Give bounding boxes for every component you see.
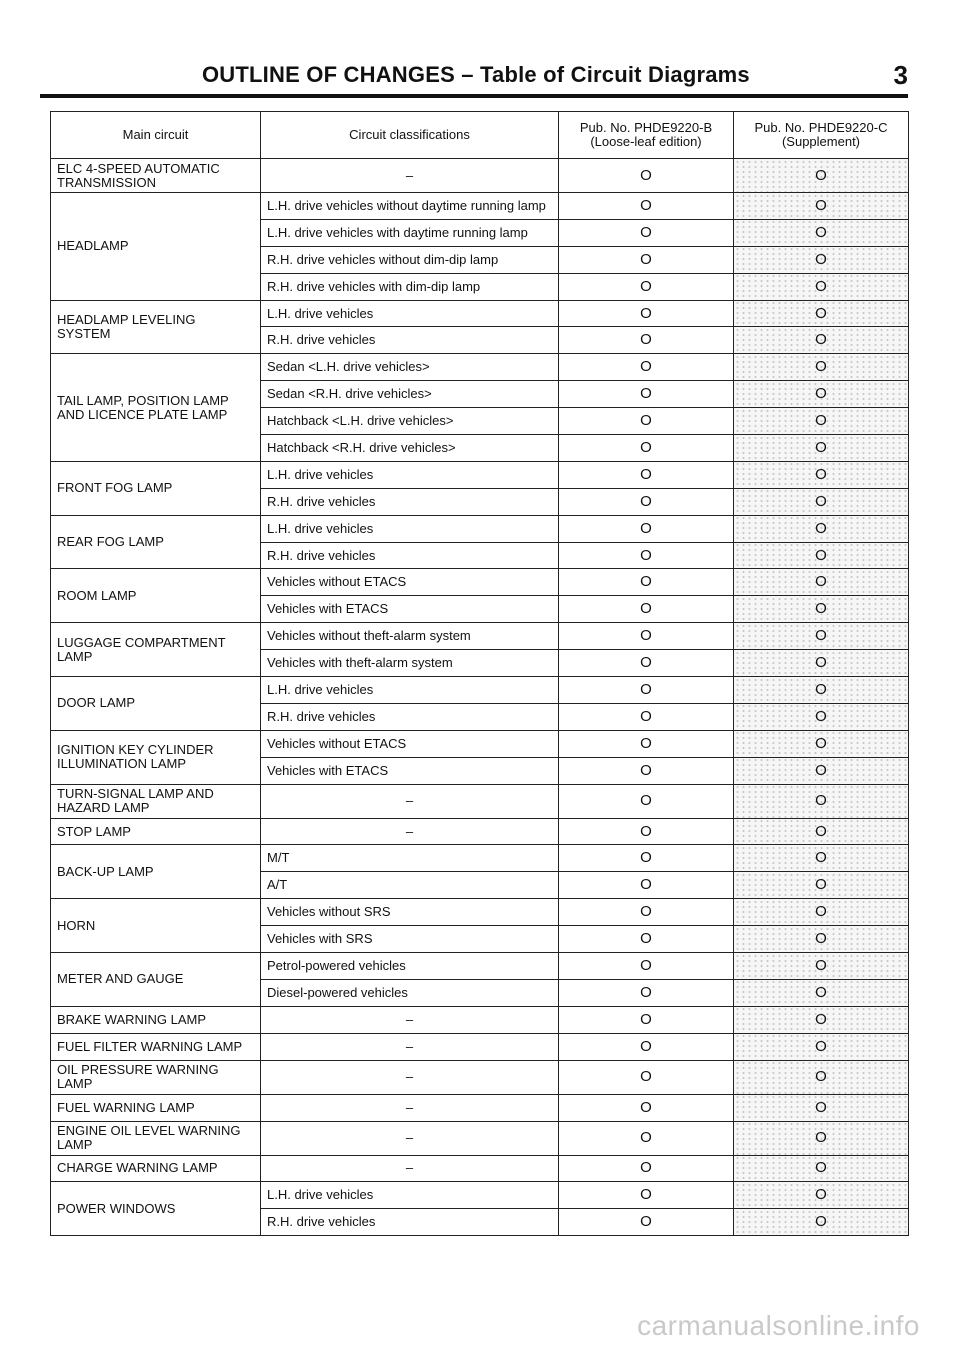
table-row [51, 569, 909, 596]
header-circuit-classifications: Circuit classifications [261, 112, 559, 159]
circuit-classification-cell: – [261, 1060, 559, 1094]
page-number: 3 [893, 60, 908, 90]
circuit-classification-cell: L.H. drive vehicles [261, 1182, 559, 1209]
supplement-mark-cell: O [734, 1006, 909, 1033]
circuit-classification-cell: – [261, 818, 559, 845]
supplement-mark-cell: O [734, 953, 909, 980]
loose-leaf-mark-cell: O [559, 219, 734, 246]
circuit-classification-cell: Vehicles with ETACS [261, 596, 559, 623]
supplement-mark-cell: O [734, 872, 909, 899]
header-main-circuit: Main circuit [51, 112, 261, 159]
supplement-mark-cell: O [734, 246, 909, 273]
circuit-classification-cell: Sedan <R.H. drive vehicles> [261, 381, 559, 408]
circuit-classification-cell: Vehicles with ETACS [261, 757, 559, 784]
table-row [51, 677, 909, 704]
supplement-mark-cell: O [734, 435, 909, 462]
circuit-classification-cell: Vehicles without ETACS [261, 569, 559, 596]
circuit-classification-cell: M/T [261, 845, 559, 872]
header-pub-loose-leaf [559, 112, 734, 159]
header-pub-supplement [734, 112, 909, 159]
loose-leaf-mark-cell: O [559, 1182, 734, 1209]
table-row [51, 1006, 909, 1033]
circuit-classification-cell: Petrol-powered vehicles [261, 953, 559, 980]
supplement-mark-cell: O [734, 327, 909, 354]
circuit-classification-cell: R.H. drive vehicles [261, 542, 559, 569]
loose-leaf-mark-cell: O [559, 515, 734, 542]
loose-leaf-mark-cell: O [559, 193, 734, 220]
circuit-classification-cell: L.H. drive vehicles [261, 515, 559, 542]
loose-leaf-mark-cell: O [559, 596, 734, 623]
supplement-mark-cell: O [734, 515, 909, 542]
circuit-classification-cell: R.H. drive vehicles [261, 1209, 559, 1236]
supplement-mark-cell: O [734, 1209, 909, 1236]
main-circuit-cell: HEADLAMP LEVELING SYSTEM [51, 300, 261, 354]
table-row [51, 515, 909, 542]
loose-leaf-mark-cell: O [559, 1060, 734, 1094]
main-circuit-cell: IGNITION KEY CYLINDER ILLUMINATION LAMP [51, 730, 261, 784]
loose-leaf-mark-cell: O [559, 1121, 734, 1155]
circuit-classification-cell: Hatchback <R.H. drive vehicles> [261, 435, 559, 462]
supplement-mark-cell: O [734, 569, 909, 596]
table-body [51, 159, 909, 1236]
supplement-mark-cell: O [734, 159, 909, 193]
supplement-mark-cell: O [734, 784, 909, 818]
loose-leaf-mark-cell: O [559, 1033, 734, 1060]
table-row [51, 354, 909, 381]
page-header [40, 60, 908, 98]
table-row [51, 1155, 909, 1182]
circuit-classification-cell: R.H. drive vehicles [261, 488, 559, 515]
table-row [51, 193, 909, 220]
header-pub-c-number: Pub. No. PHDE9220-C [754, 120, 888, 135]
main-circuit-cell: STOP LAMP [51, 818, 261, 845]
table-row [51, 623, 909, 650]
main-circuit-cell: FUEL WARNING LAMP [51, 1094, 261, 1121]
supplement-mark-cell: O [734, 979, 909, 1006]
main-circuit-cell: FUEL FILTER WARNING LAMP [51, 1033, 261, 1060]
supplement-mark-cell: O [734, 818, 909, 845]
circuit-classification-cell: Vehicles without ETACS [261, 730, 559, 757]
circuit-classification-cell: Vehicles with theft-alarm system [261, 650, 559, 677]
loose-leaf-mark-cell: O [559, 872, 734, 899]
circuit-classification-cell: – [261, 1121, 559, 1155]
supplement-mark-cell: O [734, 219, 909, 246]
supplement-mark-cell: O [734, 1060, 909, 1094]
loose-leaf-mark-cell: O [559, 246, 734, 273]
table-row [51, 1060, 909, 1094]
supplement-mark-cell: O [734, 193, 909, 220]
circuit-classification-cell: L.H. drive vehicles [261, 677, 559, 704]
loose-leaf-mark-cell: O [559, 953, 734, 980]
main-circuit-cell: DOOR LAMP [51, 677, 261, 731]
loose-leaf-mark-cell: O [559, 300, 734, 327]
supplement-mark-cell: O [734, 730, 909, 757]
supplement-mark-cell: O [734, 1182, 909, 1209]
main-circuit-cell: ROOM LAMP [51, 569, 261, 623]
circuit-classification-cell: A/T [261, 872, 559, 899]
supplement-mark-cell: O [734, 488, 909, 515]
circuit-classification-cell: – [261, 1155, 559, 1182]
supplement-mark-cell: O [734, 1121, 909, 1155]
loose-leaf-mark-cell: O [559, 435, 734, 462]
circuit-classification-cell: – [261, 1033, 559, 1060]
main-circuit-cell: TURN-SIGNAL LAMP AND HAZARD LAMP [51, 784, 261, 818]
table-header-row [51, 112, 909, 159]
circuit-classification-cell: L.H. drive vehicles [261, 300, 559, 327]
supplement-mark-cell: O [734, 273, 909, 300]
loose-leaf-mark-cell: O [559, 926, 734, 953]
loose-leaf-mark-cell: O [559, 461, 734, 488]
supplement-mark-cell: O [734, 650, 909, 677]
supplement-mark-cell: O [734, 623, 909, 650]
table-row [51, 1033, 909, 1060]
circuit-classification-cell: – [261, 1094, 559, 1121]
loose-leaf-mark-cell: O [559, 1094, 734, 1121]
loose-leaf-mark-cell: O [559, 1155, 734, 1182]
header-pub-c-edition: (Supplement) [781, 134, 861, 149]
main-circuit-cell: ELC 4-SPEED AUTOMATIC TRANSMISSION [51, 159, 261, 193]
supplement-mark-cell: O [734, 1033, 909, 1060]
circuit-classification-cell: Hatchback <L.H. drive vehicles> [261, 408, 559, 435]
supplement-mark-cell: O [734, 354, 909, 381]
main-circuit-cell: OIL PRESSURE WARNING LAMP [51, 1060, 261, 1094]
page-title: OUTLINE OF CHANGES – Table of Circuit Diagrams [202, 62, 750, 87]
circuit-classification-cell: R.H. drive vehicles with dim-dip lamp [261, 273, 559, 300]
loose-leaf-mark-cell: O [559, 979, 734, 1006]
loose-leaf-mark-cell: O [559, 818, 734, 845]
supplement-mark-cell: O [734, 461, 909, 488]
main-circuit-cell: TAIL LAMP, POSITION LAMP AND LICENCE PLATE LAMP [51, 354, 261, 462]
supplement-mark-cell: O [734, 542, 909, 569]
table-row [51, 953, 909, 980]
supplement-mark-cell: O [734, 757, 909, 784]
loose-leaf-mark-cell: O [559, 677, 734, 704]
main-circuit-cell: LUGGAGE COMPARTMENT LAMP [51, 623, 261, 677]
circuit-classification-cell: – [261, 159, 559, 193]
main-circuit-cell: BACK-UP LAMP [51, 845, 261, 899]
supplement-mark-cell: O [734, 677, 909, 704]
circuit-classification-cell: Vehicles without SRS [261, 899, 559, 926]
circuit-classification-cell: R.H. drive vehicles [261, 703, 559, 730]
loose-leaf-mark-cell: O [559, 354, 734, 381]
circuit-classification-cell: Vehicles without theft-alarm system [261, 623, 559, 650]
table-row [51, 845, 909, 872]
circuit-classification-cell: Vehicles with SRS [261, 926, 559, 953]
table-row [51, 461, 909, 488]
loose-leaf-mark-cell: O [559, 730, 734, 757]
loose-leaf-mark-cell: O [559, 845, 734, 872]
circuit-classification-cell: Diesel-powered vehicles [261, 979, 559, 1006]
circuit-classification-cell: L.H. drive vehicles with daytime running lamp [261, 219, 559, 246]
loose-leaf-mark-cell: O [559, 408, 734, 435]
loose-leaf-mark-cell: O [559, 159, 734, 193]
loose-leaf-mark-cell: O [559, 1006, 734, 1033]
table-row [51, 730, 909, 757]
supplement-mark-cell: O [734, 926, 909, 953]
main-circuit-cell: METER AND GAUGE [51, 953, 261, 1007]
supplement-mark-cell: O [734, 300, 909, 327]
loose-leaf-mark-cell: O [559, 899, 734, 926]
circuit-classification-cell: – [261, 1006, 559, 1033]
loose-leaf-mark-cell: O [559, 327, 734, 354]
circuit-classification-cell: L.H. drive vehicles without daytime running lamp [261, 193, 559, 220]
main-circuit-cell: HORN [51, 899, 261, 953]
loose-leaf-mark-cell: O [559, 650, 734, 677]
circuit-classification-cell: R.H. drive vehicles without dim-dip lamp [261, 246, 559, 273]
supplement-mark-cell: O [734, 1094, 909, 1121]
supplement-mark-cell: O [734, 1155, 909, 1182]
main-circuit-cell: REAR FOG LAMP [51, 515, 261, 569]
table-row [51, 784, 909, 818]
circuit-diagram-table [50, 111, 909, 1236]
main-circuit-cell: ENGINE OIL LEVEL WARNING LAMP [51, 1121, 261, 1155]
supplement-mark-cell: O [734, 408, 909, 435]
main-circuit-cell: BRAKE WARNING LAMP [51, 1006, 261, 1033]
main-circuit-cell: HEADLAMP [51, 193, 261, 301]
table-row [51, 159, 909, 193]
table-row [51, 1094, 909, 1121]
loose-leaf-mark-cell: O [559, 569, 734, 596]
circuit-classification-cell: L.H. drive vehicles [261, 461, 559, 488]
table-row [51, 1182, 909, 1209]
loose-leaf-mark-cell: O [559, 542, 734, 569]
loose-leaf-mark-cell: O [559, 784, 734, 818]
supplement-mark-cell: O [734, 703, 909, 730]
table-row [51, 1121, 909, 1155]
main-circuit-cell: POWER WINDOWS [51, 1182, 261, 1236]
circuit-classification-cell: R.H. drive vehicles [261, 327, 559, 354]
loose-leaf-mark-cell: O [559, 381, 734, 408]
loose-leaf-mark-cell: O [559, 273, 734, 300]
header-pub-b-number: Pub. No. PHDE9220-B [579, 120, 713, 135]
table-row [51, 899, 909, 926]
watermark: carmanualsonline.info [637, 1310, 920, 1341]
table-row [51, 300, 909, 327]
circuit-classification-cell: Sedan <L.H. drive vehicles> [261, 354, 559, 381]
table-row [51, 818, 909, 845]
supplement-mark-cell: O [734, 596, 909, 623]
loose-leaf-mark-cell: O [559, 623, 734, 650]
main-circuit-cell: CHARGE WARNING LAMP [51, 1155, 261, 1182]
supplement-mark-cell: O [734, 899, 909, 926]
loose-leaf-mark-cell: O [559, 488, 734, 515]
loose-leaf-mark-cell: O [559, 703, 734, 730]
loose-leaf-mark-cell: O [559, 1209, 734, 1236]
header-pub-b-edition: (Loose-leaf edition) [590, 134, 702, 149]
supplement-mark-cell: O [734, 381, 909, 408]
loose-leaf-mark-cell: O [559, 757, 734, 784]
main-circuit-cell: FRONT FOG LAMP [51, 461, 261, 515]
supplement-mark-cell: O [734, 845, 909, 872]
circuit-classification-cell: – [261, 784, 559, 818]
